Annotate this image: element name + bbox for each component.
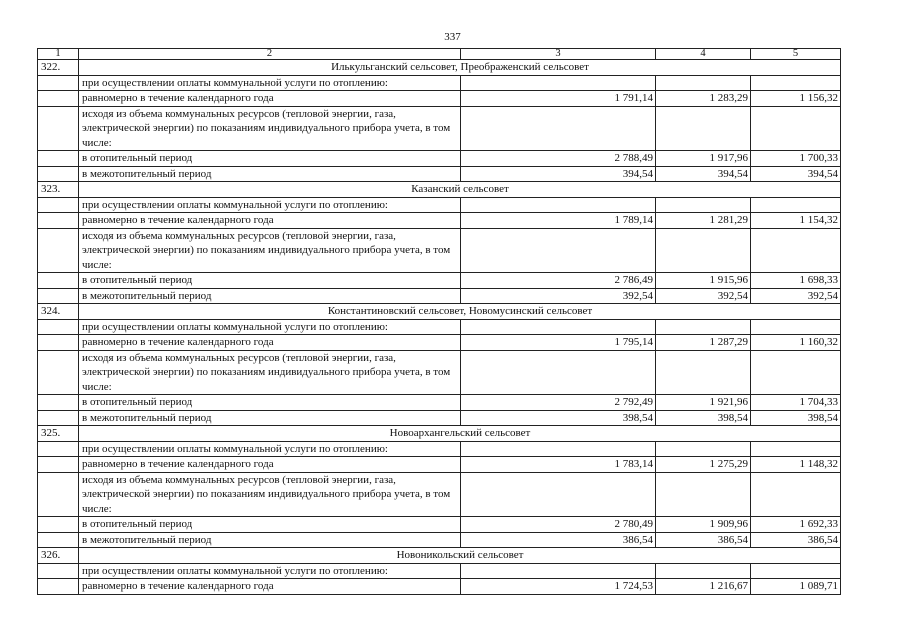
value-col-4 <box>656 441 751 457</box>
table-row <box>38 288 841 304</box>
row-label: в отопительный период <box>79 395 461 411</box>
row-label: при осуществлении оплаты коммунальной услуги по отоплению: <box>79 319 461 335</box>
section-title: Константиновский сельсовет, Новомусинский сельсовет <box>79 304 841 320</box>
value-col-5: 392,54 <box>751 288 841 304</box>
value-col-4: 394,54 <box>656 166 751 182</box>
table-row <box>38 197 841 213</box>
tariff-table-body <box>38 49 841 595</box>
value-col-3: 2 780,49 <box>461 517 656 533</box>
value-col-4: 1 909,96 <box>656 517 751 533</box>
index-cell <box>38 395 79 411</box>
section-title: Казанский сельсовет <box>79 182 841 198</box>
value-col-3 <box>461 563 656 579</box>
row-label: в отопительный период <box>79 151 461 167</box>
value-col-5: 1 160,32 <box>751 335 841 351</box>
table-row <box>38 457 841 473</box>
row-label: исходя из объема коммунальных ресурсов (тепловой энергии, газа, электрической энергии) по показаниям индивидуального прибора учета, в том числе: <box>79 350 461 395</box>
section-header-row <box>38 548 841 564</box>
row-label: исходя из объема коммунальных ресурсов (тепловой энергии, газа, электрической энергии) по показаниям индивидуального прибора учета, в том числе: <box>79 472 461 517</box>
value-col-5: 398,54 <box>751 410 841 426</box>
value-col-5 <box>751 75 841 91</box>
row-label: в отопительный период <box>79 273 461 289</box>
value-col-5: 1 704,33 <box>751 395 841 411</box>
index-cell <box>38 457 79 473</box>
value-col-5: 1 692,33 <box>751 517 841 533</box>
row-label: исходя из объема коммунальных ресурсов (тепловой энергии, газа, электрической энергии) по показаниям индивидуального прибора учета, в том числе: <box>79 106 461 151</box>
section-index: 326. <box>38 548 79 564</box>
section-title: Илькульганский сельсовет, Преображенский сельсовет <box>79 60 841 76</box>
section-index: 324. <box>38 304 79 320</box>
value-col-3 <box>461 441 656 457</box>
index-cell <box>38 563 79 579</box>
value-col-3 <box>461 319 656 335</box>
value-col-3 <box>461 106 656 151</box>
index-cell <box>38 166 79 182</box>
table-row <box>38 228 841 273</box>
row-label: при осуществлении оплаты коммунальной услуги по отоплению: <box>79 563 461 579</box>
tariff-table <box>37 48 841 595</box>
section-header-row <box>38 182 841 198</box>
row-label: равномерно в течение календарного года <box>79 213 461 229</box>
page-number: 337 <box>444 31 461 43</box>
row-label: в межотопительный период <box>79 532 461 548</box>
value-col-3: 1 789,14 <box>461 213 656 229</box>
table-row <box>38 319 841 335</box>
table-row <box>38 441 841 457</box>
value-col-3: 398,54 <box>461 410 656 426</box>
section-title: Новоархангельский сельсовет <box>79 426 841 442</box>
value-col-5 <box>751 441 841 457</box>
value-col-5: 386,54 <box>751 532 841 548</box>
index-cell <box>38 288 79 304</box>
row-label: равномерно в течение календарного года <box>79 335 461 351</box>
table-row <box>38 91 841 107</box>
index-cell <box>38 319 79 335</box>
value-col-3 <box>461 228 656 273</box>
table-row <box>38 151 841 167</box>
table-row <box>38 273 841 289</box>
value-col-5 <box>751 228 841 273</box>
row-label: равномерно в течение календарного года <box>79 457 461 473</box>
index-cell <box>38 228 79 273</box>
value-col-4 <box>656 563 751 579</box>
value-col-5: 1 089,71 <box>751 579 841 595</box>
row-label: равномерно в течение календарного года <box>79 91 461 107</box>
value-col-4: 1 915,96 <box>656 273 751 289</box>
row-label: равномерно в течение календарного года <box>79 579 461 595</box>
table-row <box>38 410 841 426</box>
index-cell <box>38 106 79 151</box>
value-col-3 <box>461 350 656 395</box>
value-col-3 <box>461 197 656 213</box>
value-col-4: 386,54 <box>656 532 751 548</box>
value-col-3: 1 783,14 <box>461 457 656 473</box>
value-col-4: 1 216,67 <box>656 579 751 595</box>
column-number: 4 <box>656 49 751 60</box>
value-col-5 <box>751 350 841 395</box>
table-row <box>38 335 841 351</box>
column-number: 3 <box>461 49 656 60</box>
value-col-3: 2 788,49 <box>461 151 656 167</box>
value-col-5 <box>751 197 841 213</box>
table-row <box>38 579 841 595</box>
value-col-5 <box>751 319 841 335</box>
column-number-row <box>38 49 841 60</box>
value-col-3: 392,54 <box>461 288 656 304</box>
index-cell <box>38 532 79 548</box>
value-col-5: 394,54 <box>751 166 841 182</box>
section-header-row <box>38 60 841 76</box>
index-cell <box>38 335 79 351</box>
index-cell <box>38 213 79 229</box>
value-col-4 <box>656 106 751 151</box>
value-col-4: 1 283,29 <box>656 91 751 107</box>
index-cell <box>38 91 79 107</box>
table-row <box>38 517 841 533</box>
value-col-4: 1 917,96 <box>656 151 751 167</box>
value-col-5: 1 156,32 <box>751 91 841 107</box>
value-col-3: 2 786,49 <box>461 273 656 289</box>
index-cell <box>38 273 79 289</box>
index-cell <box>38 410 79 426</box>
column-number: 1 <box>38 49 79 60</box>
table-row <box>38 213 841 229</box>
row-label: в межотопительный период <box>79 288 461 304</box>
value-col-5 <box>751 472 841 517</box>
value-col-3 <box>461 472 656 517</box>
index-cell <box>38 197 79 213</box>
value-col-3: 1 791,14 <box>461 91 656 107</box>
value-col-5: 1 154,32 <box>751 213 841 229</box>
value-col-5: 1 148,32 <box>751 457 841 473</box>
value-col-4: 1 275,29 <box>656 457 751 473</box>
index-cell <box>38 75 79 91</box>
row-label: в межотопительный период <box>79 166 461 182</box>
table-row <box>38 350 841 395</box>
value-col-3: 386,54 <box>461 532 656 548</box>
index-cell <box>38 441 79 457</box>
table-row <box>38 472 841 517</box>
value-col-4 <box>656 472 751 517</box>
row-label: в отопительный период <box>79 517 461 533</box>
row-label: при осуществлении оплаты коммунальной услуги по отоплению: <box>79 75 461 91</box>
index-cell <box>38 517 79 533</box>
row-label: при осуществлении оплаты коммунальной услуги по отоплению: <box>79 441 461 457</box>
value-col-3: 1 795,14 <box>461 335 656 351</box>
row-label: исходя из объема коммунальных ресурсов (тепловой энергии, газа, электрической энергии) по показаниям индивидуального прибора учета, в том числе: <box>79 228 461 273</box>
value-col-4: 398,54 <box>656 410 751 426</box>
row-label: при осуществлении оплаты коммунальной услуги по отоплению: <box>79 197 461 213</box>
section-index: 325. <box>38 426 79 442</box>
table-row <box>38 106 841 151</box>
section-index: 322. <box>38 60 79 76</box>
section-title: Новоникольский сельсовет <box>79 548 841 564</box>
value-col-4: 1 287,29 <box>656 335 751 351</box>
value-col-3: 394,54 <box>461 166 656 182</box>
value-col-4: 392,54 <box>656 288 751 304</box>
value-col-3 <box>461 75 656 91</box>
section-header-row <box>38 304 841 320</box>
index-cell <box>38 579 79 595</box>
index-cell <box>38 472 79 517</box>
value-col-3: 2 792,49 <box>461 395 656 411</box>
table-row <box>38 75 841 91</box>
value-col-3: 1 724,53 <box>461 579 656 595</box>
section-index: 323. <box>38 182 79 198</box>
column-number: 2 <box>79 49 461 60</box>
value-col-4 <box>656 75 751 91</box>
value-col-5 <box>751 106 841 151</box>
value-col-4 <box>656 228 751 273</box>
value-col-4 <box>656 197 751 213</box>
section-header-row <box>38 426 841 442</box>
row-label: в межотопительный период <box>79 410 461 426</box>
table-row <box>38 395 841 411</box>
index-cell <box>38 350 79 395</box>
table-row <box>38 166 841 182</box>
index-cell <box>38 151 79 167</box>
value-col-5: 1 698,33 <box>751 273 841 289</box>
value-col-4 <box>656 319 751 335</box>
value-col-5: 1 700,33 <box>751 151 841 167</box>
value-col-4: 1 921,96 <box>656 395 751 411</box>
value-col-4 <box>656 350 751 395</box>
table-row <box>38 532 841 548</box>
value-col-5 <box>751 563 841 579</box>
column-number: 5 <box>751 49 841 60</box>
table-row <box>38 563 841 579</box>
value-col-4: 1 281,29 <box>656 213 751 229</box>
